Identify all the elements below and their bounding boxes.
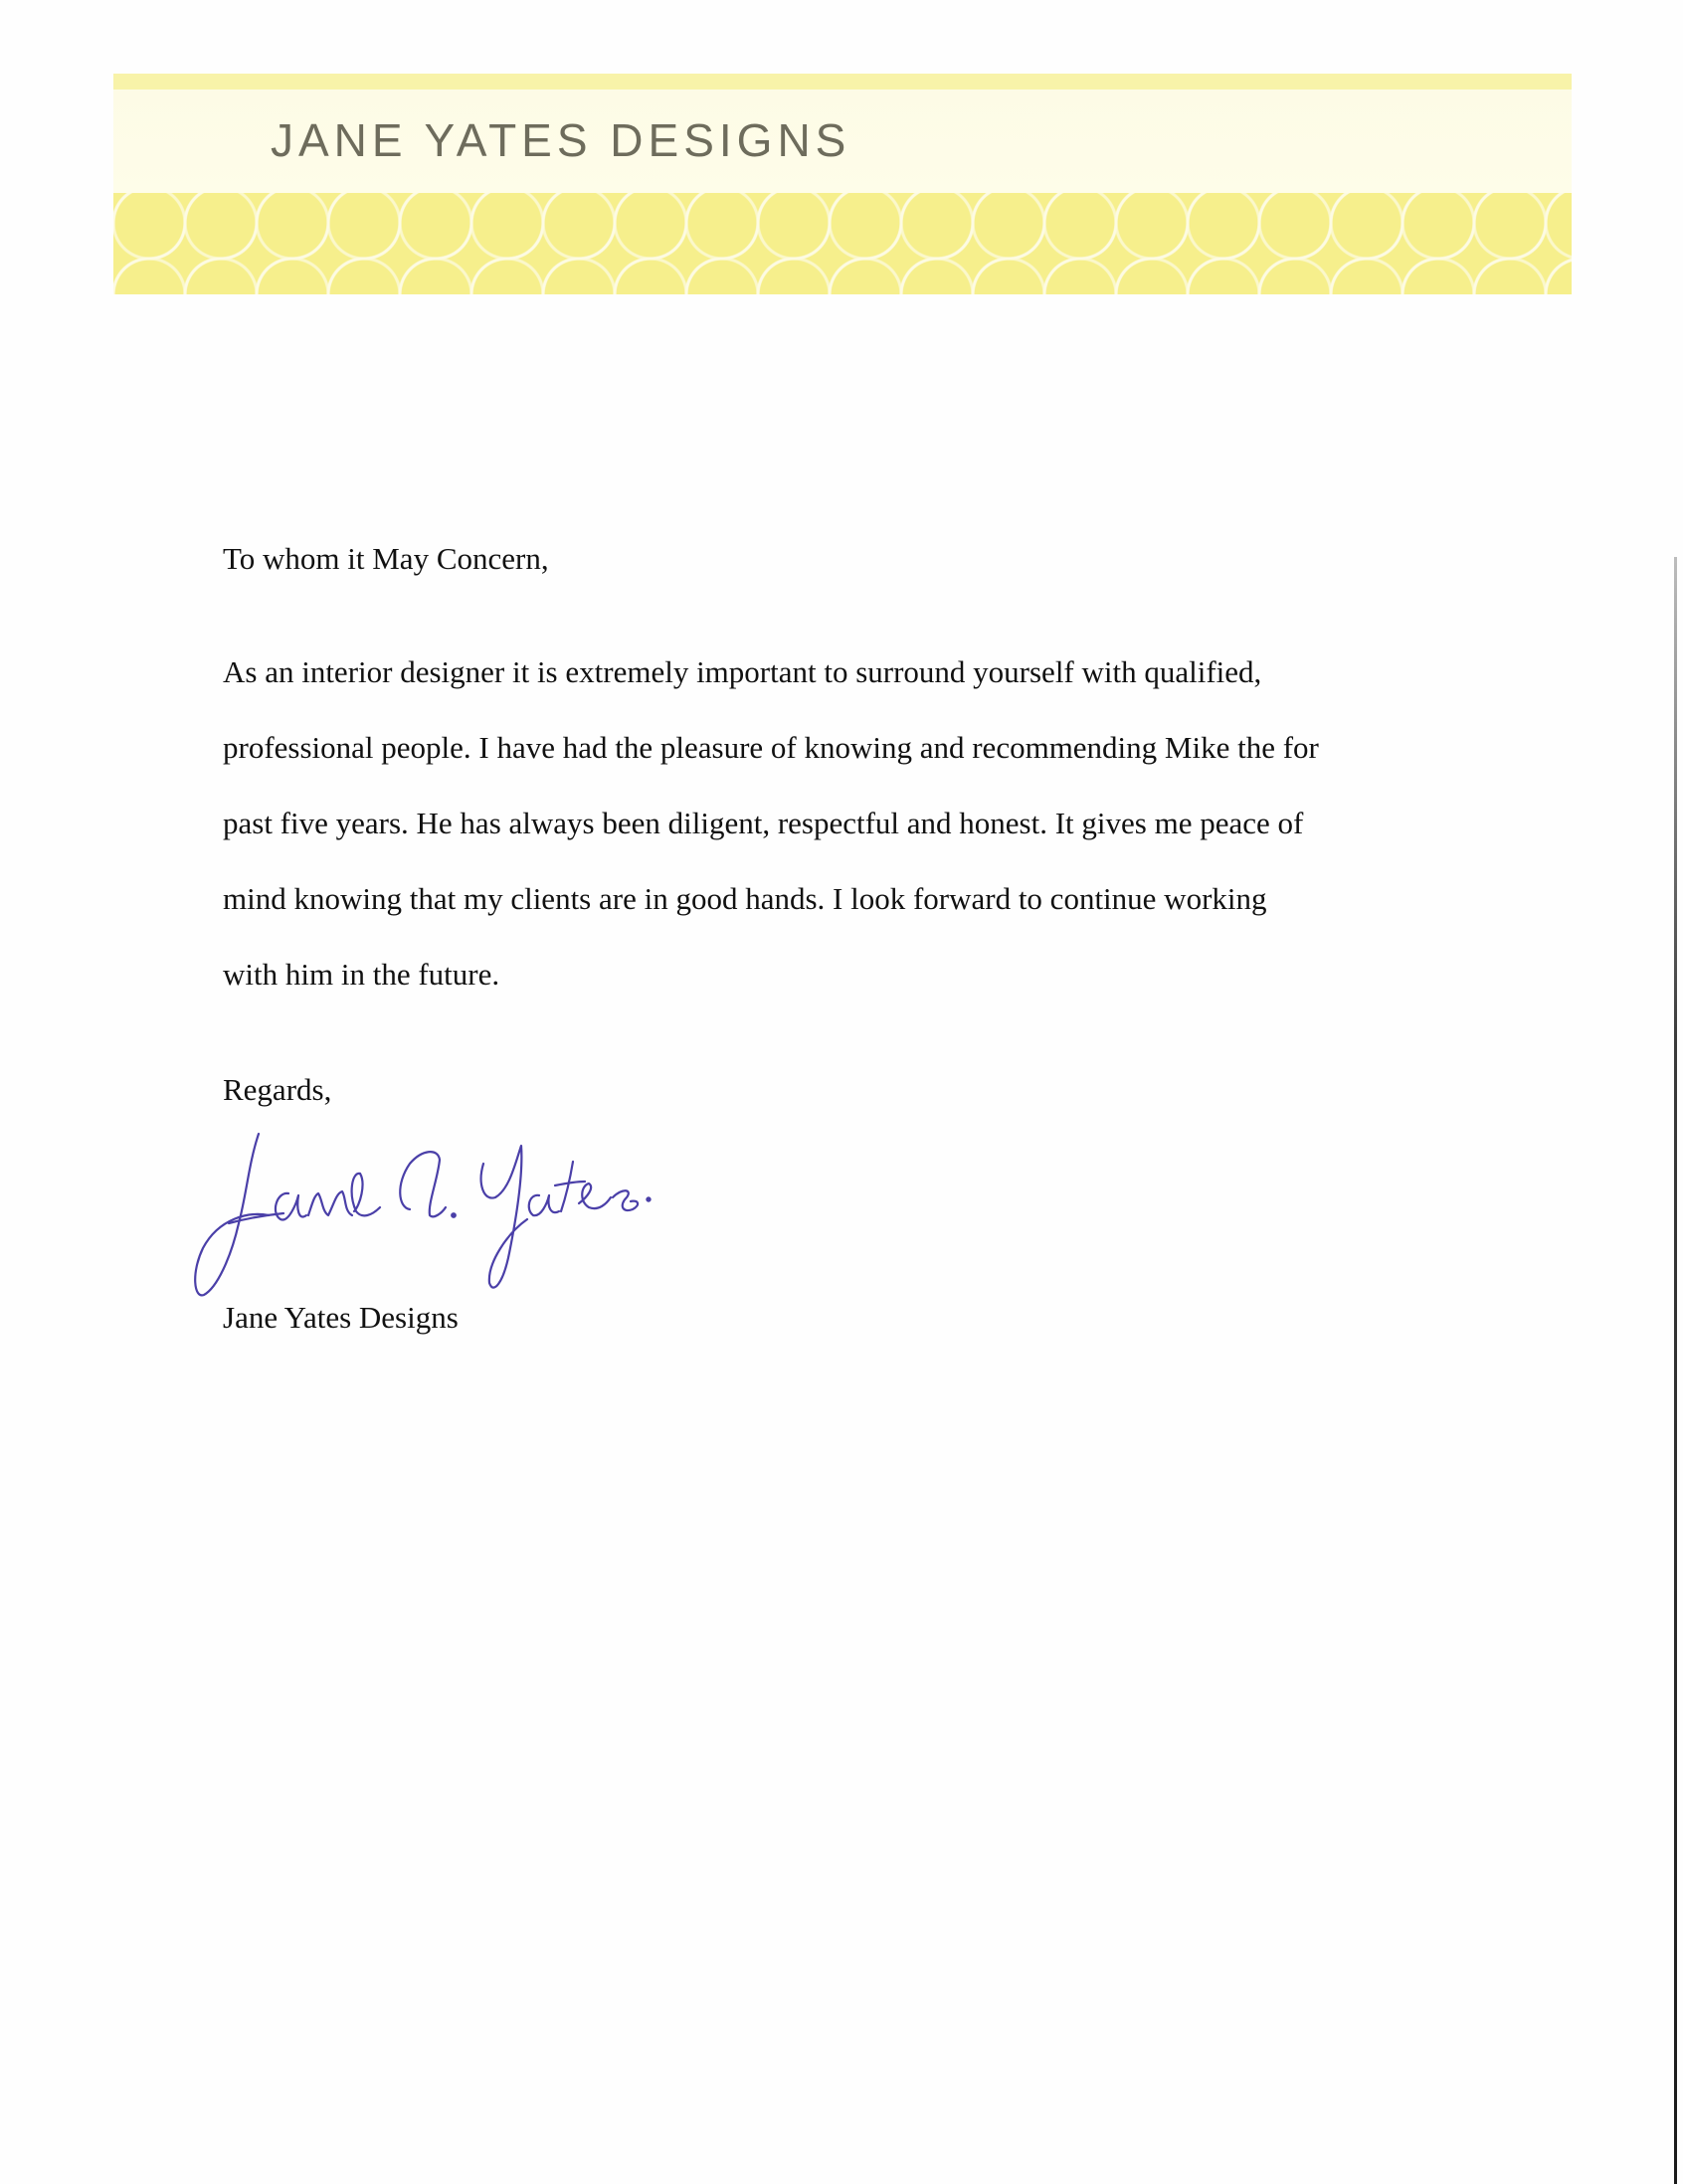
- salutation: To whom it May Concern,: [223, 541, 549, 576]
- body-line: past five years. He has always been diligent, respectful and honest. It gives me peace of: [223, 806, 1304, 840]
- signer-name: Jane Yates Designs: [223, 1300, 459, 1335]
- company-name: JANE YATES DESIGNS: [271, 114, 851, 166]
- closing: Regards,: [223, 1072, 332, 1107]
- handwritten-signature: [189, 1124, 656, 1303]
- scan-edge-line: [1674, 557, 1677, 2184]
- body-line: with him in the future.: [223, 957, 500, 992]
- body-line: professional people. I have had the pleasure of knowing and recommending Mike the for: [223, 730, 1319, 765]
- letterhead-pattern-band: [113, 193, 1572, 294]
- body-line: mind knowing that my clients are in good hands. I look forward to continue working: [223, 881, 1267, 916]
- body-line: As an interior designer it is extremely important to surround yourself with qualified,: [223, 654, 1262, 689]
- letterhead: [113, 74, 1572, 294]
- letterhead-top-stripe: [113, 74, 1572, 90]
